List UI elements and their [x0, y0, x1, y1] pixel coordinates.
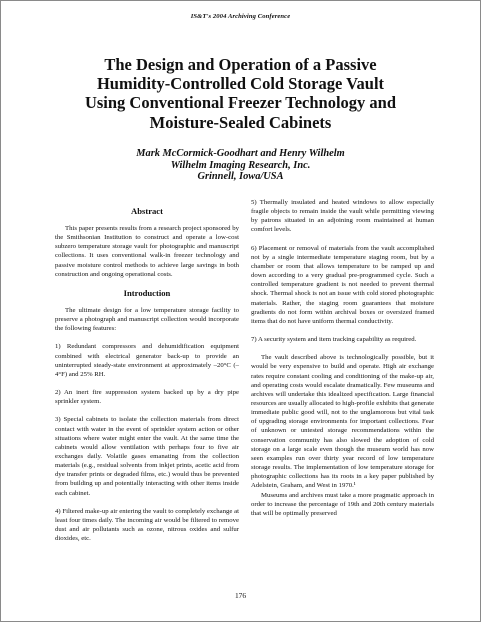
running-head: IS&T's 2004 Archiving Conference — [190, 13, 291, 20]
paper-title — [31, 55, 450, 132]
author-affiliation: Wilhelm Imaging Research, Inc. — [170, 159, 311, 171]
title-line: Humidity-Controlled Cold Storage Vault — [96, 74, 385, 94]
author-location: Grinnell, Iowa/USA — [197, 171, 284, 183]
title-line: The Design and Operation of a Passive — [104, 55, 377, 74]
page-number: 176 — [234, 591, 247, 600]
feature-item-4: 4) Filtered make-up air entering the vault to completely exchange at least four times daily. The incoming air would be filtered to remove dust and air pollutants such as ozone, nitrous oxides and sulfur dioxides, etc. — [55, 507, 239, 543]
feature-item-2: 2) An inert fire suppression system backed up by a dry pipe sprinkler system. — [55, 389, 239, 406]
introduction-heading: Introduction — [123, 287, 171, 298]
author-block — [31, 148, 450, 183]
feature-item-3: 3) Special cabinets to isolate the collection materials from direct contact with water in the event of sprinkler system action or other situations where water might enter the vault. At the same time the cabinets would allow ventilation with perhaps four to five air exchanges daily. Volatile gases emanating from the collection materials (e.g., residual solvents from inkjet prints, acetic acid from dye transfer prints or degraded films, etc.) would thus be prevented from building up and potentially interacting with other items inside each cabinet. — [55, 416, 239, 497]
title-line: Using Conventional Freezer Technology and — [84, 93, 397, 113]
introduction-text: The ultimate design for a low temperature storage facility to preserve a photograph and manuscript collection would incorporate the following features: — [55, 306, 239, 333]
left-column — [55, 206, 239, 543]
body-paragraph: Museums and archives must take a more pragmatic approach in order to increase the percentage of 19th and 20th century materials that will be optimally preserved — [251, 491, 434, 517]
title-line: Moisture-Sealed Cabinets — [149, 112, 332, 132]
body-paragraph: The vault described above is technologically possible, but it would be very expensive to build and operate. High air exchange rates require constant cooling and conditioning of the make-up air, and operating costs would escalate dramatically. Few museums and archives will undertake this idealized specification. Large financial resources are usually allocated to high-profile exhibits that generate immediate public good will, not to the unglamorous but vital task of upgrading storage environments for important collections. Fear of unknown or untested storage recommendations within the conservation community has also slowed the adoption of cold storage on a large scale even though the museum world has now seen examples run over thirty year record of low temperature storage results. The implementation of low temperature storage for photographic collections has its roots in a key paper published by Adelstein, Graham, and West in 1970.¹ — [251, 354, 434, 490]
feature-item-6: 6) Placement or removal of materials from the vault accomplished not by a single intermediate temperature staging room, but by a chamber or room that allows temperature to be ramped up and down according to a very gradual pre-programmed cycle. Such a controlled temperature gradient is not needed to prevent thermal shock. Thermal shock is not an issue with cold stored photographic materials. Rather, the staging room guarantees that moisture gradients do not form within archival boxes or oversized framed items that do not have uniform thermal conductivity. — [251, 244, 434, 325]
feature-item-1: 1) Redundant compressors and dehumidification equipment combined with electrical generator back-up to provide an uninterrupted steady-state environment at approximately –20°C (–4°F) and 25% RH. — [55, 343, 239, 378]
author-names: Mark McCormick-Goodhart and Henry Wilhelm — [136, 148, 345, 159]
right-column — [251, 198, 434, 518]
feature-item-5: 5) Thermally insulated and heated windows to allow especially fragile objects to remain inside the vault while permitting viewing by patrons situated in an adjoining room maintained at human comfort levels. — [251, 199, 434, 234]
feature-item-7: 7) A security system and item tracking capability as required. — [251, 336, 417, 344]
abstract-heading: Abstract — [131, 206, 163, 216]
abstract-text: This paper presents results from a research project sponsored by the Smithsonian Institution to construct and operate a low-cost subzero temperature storage vault for photographic and manuscript collections. It uses conventional walk-in freezer technology and passive moisture control methods to achieve large savings in both construction and ongoing operational costs. — [55, 225, 239, 278]
